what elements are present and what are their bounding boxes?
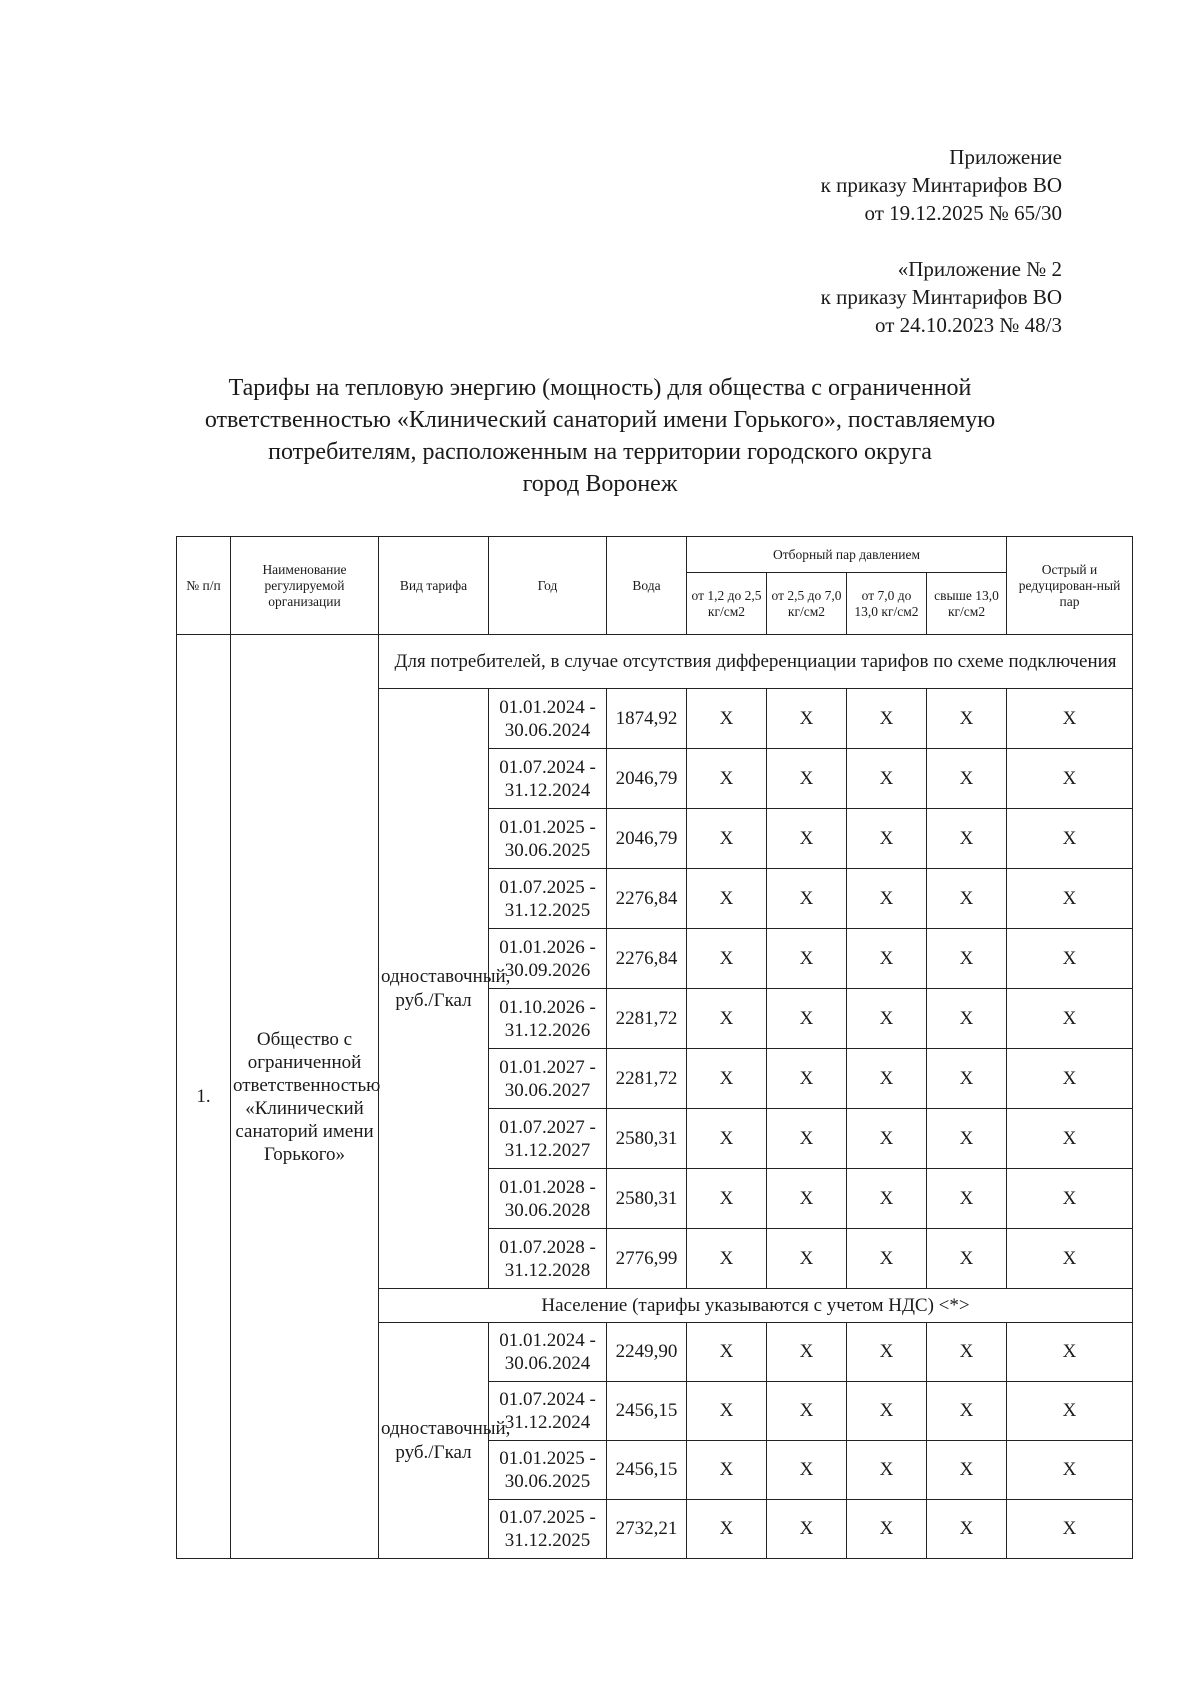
period-cell: 01.10.2026 - 31.12.2026 — [489, 989, 607, 1049]
title-line: потребителям, расположенным на территории городского округа — [268, 439, 932, 465]
steam-4-value: X — [927, 689, 1007, 749]
steam-4-value: X — [927, 869, 1007, 929]
steam-4-value: X — [927, 929, 1007, 989]
steam-1-value: X — [687, 869, 767, 929]
water-value: 2732,21 — [607, 1500, 687, 1559]
water-value: 2456,15 — [607, 1441, 687, 1500]
water-value: 2046,79 — [607, 749, 687, 809]
period-cell: 01.07.2025 - 31.12.2025 — [489, 1500, 607, 1559]
steam-1-value: X — [687, 989, 767, 1049]
steam-2-value: X — [767, 1049, 847, 1109]
header-org: Наименование регулируемой организации — [231, 537, 379, 635]
section-heading: Население (тарифы указываются с учетом НДС) <*> — [379, 1289, 1133, 1323]
title-line: Тарифы на тепловую энергию (мощность) для общества с ограниченной — [228, 375, 972, 401]
period-cell: 01.07.2024 - 31.12.2024 — [489, 749, 607, 809]
sharp-steam-value: X — [1007, 689, 1133, 749]
period-cell: 01.01.2024 - 30.06.2024 — [489, 1323, 607, 1382]
steam-3-value: X — [847, 749, 927, 809]
title-line: город Воронеж — [522, 471, 678, 497]
period-cell: 01.01.2028 - 30.06.2028 — [489, 1169, 607, 1229]
header-steam-1: от 1,2 до 2,5 кг/см2 — [687, 573, 767, 635]
steam-2-value: X — [767, 989, 847, 1049]
steam-1-value: X — [687, 689, 767, 749]
steam-3-value: X — [847, 1500, 927, 1559]
water-value: 2276,84 — [607, 929, 687, 989]
steam-4-value: X — [927, 1229, 1007, 1289]
steam-3-value: X — [847, 869, 927, 929]
steam-1-value: X — [687, 809, 767, 869]
sharp-steam-value: X — [1007, 1049, 1133, 1109]
steam-2-value: X — [767, 929, 847, 989]
steam-1-value: X — [687, 749, 767, 809]
period-cell: 01.01.2024 - 30.06.2024 — [489, 689, 607, 749]
steam-1-value: X — [687, 929, 767, 989]
steam-4-value: X — [927, 1323, 1007, 1382]
steam-2-value: X — [767, 749, 847, 809]
period-cell: 01.01.2025 - 30.06.2025 — [489, 1441, 607, 1500]
steam-1-value: X — [687, 1229, 767, 1289]
tariff-type: одноставочный, руб./Гкал — [379, 1323, 489, 1559]
water-value: 2281,72 — [607, 1049, 687, 1109]
sharp-steam-value: X — [1007, 989, 1133, 1049]
period-cell: 01.07.2025 - 31.12.2025 — [489, 869, 607, 929]
tariff-type: одноставочный, руб./Гкал — [379, 689, 489, 1289]
header-steam-2: от 2,5 до 7,0 кг/см2 — [767, 573, 847, 635]
sharp-steam-value: X — [1007, 929, 1133, 989]
steam-2-value: X — [767, 1169, 847, 1229]
water-value: 2249,90 — [607, 1323, 687, 1382]
document-title — [160, 372, 1040, 500]
water-value: 2580,31 — [607, 1109, 687, 1169]
steam-4-value: X — [927, 1169, 1007, 1229]
organization-name: Общество с ограниченной ответственностью «Клинический санаторий имени Горького» — [231, 635, 379, 1559]
period-cell: 01.01.2027 - 30.06.2027 — [489, 1049, 607, 1109]
steam-2-value: X — [767, 1382, 847, 1441]
sharp-steam-value: X — [1007, 1229, 1133, 1289]
period-cell: 01.07.2024 - 31.12.2024 — [489, 1382, 607, 1441]
sharp-steam-value: X — [1007, 1169, 1133, 1229]
appendix-block — [821, 143, 1062, 227]
sharp-steam-value: X — [1007, 809, 1133, 869]
steam-4-value: X — [927, 809, 1007, 869]
steam-3-value: X — [847, 1441, 927, 1500]
water-value: 2456,15 — [607, 1382, 687, 1441]
sharp-steam-value: X — [1007, 749, 1133, 809]
sharp-steam-value: X — [1007, 1109, 1133, 1169]
header-tariff-type: Вид тарифа — [379, 537, 489, 635]
steam-3-value: X — [847, 1169, 927, 1229]
steam-4-value: X — [927, 1049, 1007, 1109]
header-steam-3: от 7,0 до 13,0 кг/см2 — [847, 573, 927, 635]
appendix-reference-block — [821, 255, 1062, 339]
steam-3-value: X — [847, 689, 927, 749]
steam-3-value: X — [847, 929, 927, 989]
sharp-steam-value: X — [1007, 1323, 1133, 1382]
steam-3-value: X — [847, 1229, 927, 1289]
water-value: 2281,72 — [607, 989, 687, 1049]
sharp-steam-value: X — [1007, 1382, 1133, 1441]
sharp-steam-value: X — [1007, 1500, 1133, 1559]
appendix-ref-line: к приказу Минтарифов ВО — [820, 285, 1062, 309]
appendix-ref-line: «Приложение № 2 — [897, 257, 1062, 281]
period-cell: 01.01.2025 - 30.06.2025 — [489, 809, 607, 869]
steam-3-value: X — [847, 809, 927, 869]
header-num: № п/п — [177, 537, 231, 635]
period-cell: 01.07.2027 - 31.12.2027 — [489, 1109, 607, 1169]
steam-3-value: X — [847, 1109, 927, 1169]
water-value: 2046,79 — [607, 809, 687, 869]
steam-1-value: X — [687, 1500, 767, 1559]
steam-2-value: X — [767, 689, 847, 749]
appendix-line: Приложение — [949, 145, 1062, 169]
steam-2-value: X — [767, 1109, 847, 1169]
steam-4-value: X — [927, 1441, 1007, 1500]
appendix-line: от 19.12.2025 № 65/30 — [864, 201, 1062, 225]
steam-3-value: X — [847, 1323, 927, 1382]
steam-4-value: X — [927, 1109, 1007, 1169]
steam-2-value: X — [767, 1500, 847, 1559]
header-year: Год — [489, 537, 607, 635]
sharp-steam-value: X — [1007, 1441, 1133, 1500]
water-value: 1874,92 — [607, 689, 687, 749]
header-steam-4: свыше 13,0 кг/см2 — [927, 573, 1007, 635]
steam-2-value: X — [767, 809, 847, 869]
appendix-ref-line: от 24.10.2023 № 48/3 — [874, 313, 1062, 337]
appendix-line: к приказу Минтарифов ВО — [820, 173, 1062, 197]
title-line: ответственностью «Клинический санаторий имени Горького», поставляемую — [204, 407, 996, 433]
steam-4-value: X — [927, 989, 1007, 1049]
steam-3-value: X — [847, 1382, 927, 1441]
steam-3-value: X — [847, 989, 927, 1049]
steam-4-value: X — [927, 749, 1007, 809]
water-value: 2580,31 — [607, 1169, 687, 1229]
steam-4-value: X — [927, 1500, 1007, 1559]
header-water: Вода — [607, 537, 687, 635]
header-steam-group: Отборный пар давлением — [687, 537, 1007, 573]
steam-4-value: X — [927, 1382, 1007, 1441]
period-cell: 01.01.2026 - 30.09.2026 — [489, 929, 607, 989]
tariff-table — [176, 536, 1133, 1559]
water-value: 2776,99 — [607, 1229, 687, 1289]
steam-1-value: X — [687, 1049, 767, 1109]
steam-1-value: X — [687, 1323, 767, 1382]
section-heading: Для потребителей, в случае отсутствия дифференциации тарифов по схеме подключения — [379, 635, 1133, 689]
steam-2-value: X — [767, 1441, 847, 1500]
row-number: 1. — [177, 635, 231, 1559]
steam-1-value: X — [687, 1441, 767, 1500]
period-cell: 01.07.2028 - 31.12.2028 — [489, 1229, 607, 1289]
steam-3-value: X — [847, 1049, 927, 1109]
steam-2-value: X — [767, 869, 847, 929]
header-sharp-steam: Острый и редуцирован-ный пар — [1007, 537, 1133, 635]
steam-2-value: X — [767, 1229, 847, 1289]
steam-1-value: X — [687, 1169, 767, 1229]
steam-1-value: X — [687, 1382, 767, 1441]
sharp-steam-value: X — [1007, 869, 1133, 929]
steam-2-value: X — [767, 1323, 847, 1382]
steam-1-value: X — [687, 1109, 767, 1169]
water-value: 2276,84 — [607, 869, 687, 929]
